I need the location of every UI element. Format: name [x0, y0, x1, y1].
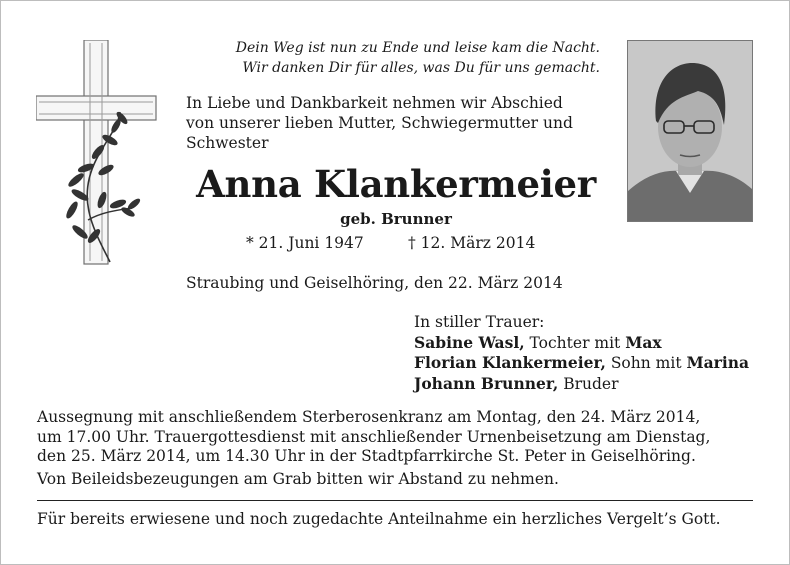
- divider: [37, 500, 753, 501]
- portrait-photo: [627, 40, 753, 222]
- funeral-line: um 17.00 Uhr. Trauergottesdienst mit anschließender Urnenbeisetzung am Dienstag,: [37, 427, 711, 446]
- death-date: † 12. März 2014: [408, 234, 536, 252]
- intro-line: von unserer lieben Mutter, Schwiegermutter und: [186, 114, 573, 132]
- mourner-relation: Tochter mit: [524, 333, 626, 352]
- funeral-details: [37, 408, 753, 489]
- mourner-row: [414, 353, 774, 374]
- intro-line: In Liebe und Dankbarkeit nehmen wir Abschied: [186, 94, 563, 112]
- intro-text: [186, 93, 606, 153]
- birth-date: * 21. Juni 1947: [246, 234, 364, 252]
- intro-line: Schwester: [186, 134, 269, 152]
- mourner-relation: Sohn mit: [605, 354, 687, 372]
- motto-line: Dein Weg ist nun zu Ende und leise kam die Nacht.: [235, 40, 600, 56]
- mourner-name: Johann Brunner,: [414, 373, 559, 393]
- mourners-list: [414, 312, 774, 394]
- place-and-date: Straubing und Geiselhöring, den 22. März 2014: [186, 274, 563, 292]
- deceased-name: Anna Klankermeier: [196, 162, 596, 206]
- mourner-partner: Max: [625, 332, 662, 352]
- mourners-heading: In stiller Trauer:: [414, 313, 545, 331]
- funeral-line: Aussegnung mit anschließendem Sterberosenkranz am Montag, den 24. März 2014,: [37, 408, 701, 426]
- funeral-line: den 25. März 2014, um 14.30 Uhr in der Stadtpfarrkirche St. Peter in Geiselhöring.: [37, 447, 696, 465]
- motto-line: Wir danken Dir für alles, was Du für uns gemacht.: [242, 60, 600, 76]
- motto-verse: [186, 38, 600, 78]
- birth-name: geb. Brunner: [340, 210, 452, 228]
- mourner-name: Sabine Wasl,: [414, 332, 525, 352]
- cross-icon: [36, 40, 160, 266]
- mourner-partner: Marina: [686, 353, 750, 372]
- thanks-line: Für bereits erwiesene und noch zugedachte Anteilnahme ein herzliches Vergelt’s Gott.: [37, 510, 721, 528]
- mourner-row: [414, 333, 774, 354]
- mourner-name: Florian Klankermeier,: [414, 353, 606, 372]
- condolence-request: Von Beileidsbezeugungen am Grab bitten wir Abstand zu nehmen.: [37, 469, 559, 488]
- mourner-relation: Bruder: [558, 374, 619, 393]
- mourner-row: [414, 374, 774, 395]
